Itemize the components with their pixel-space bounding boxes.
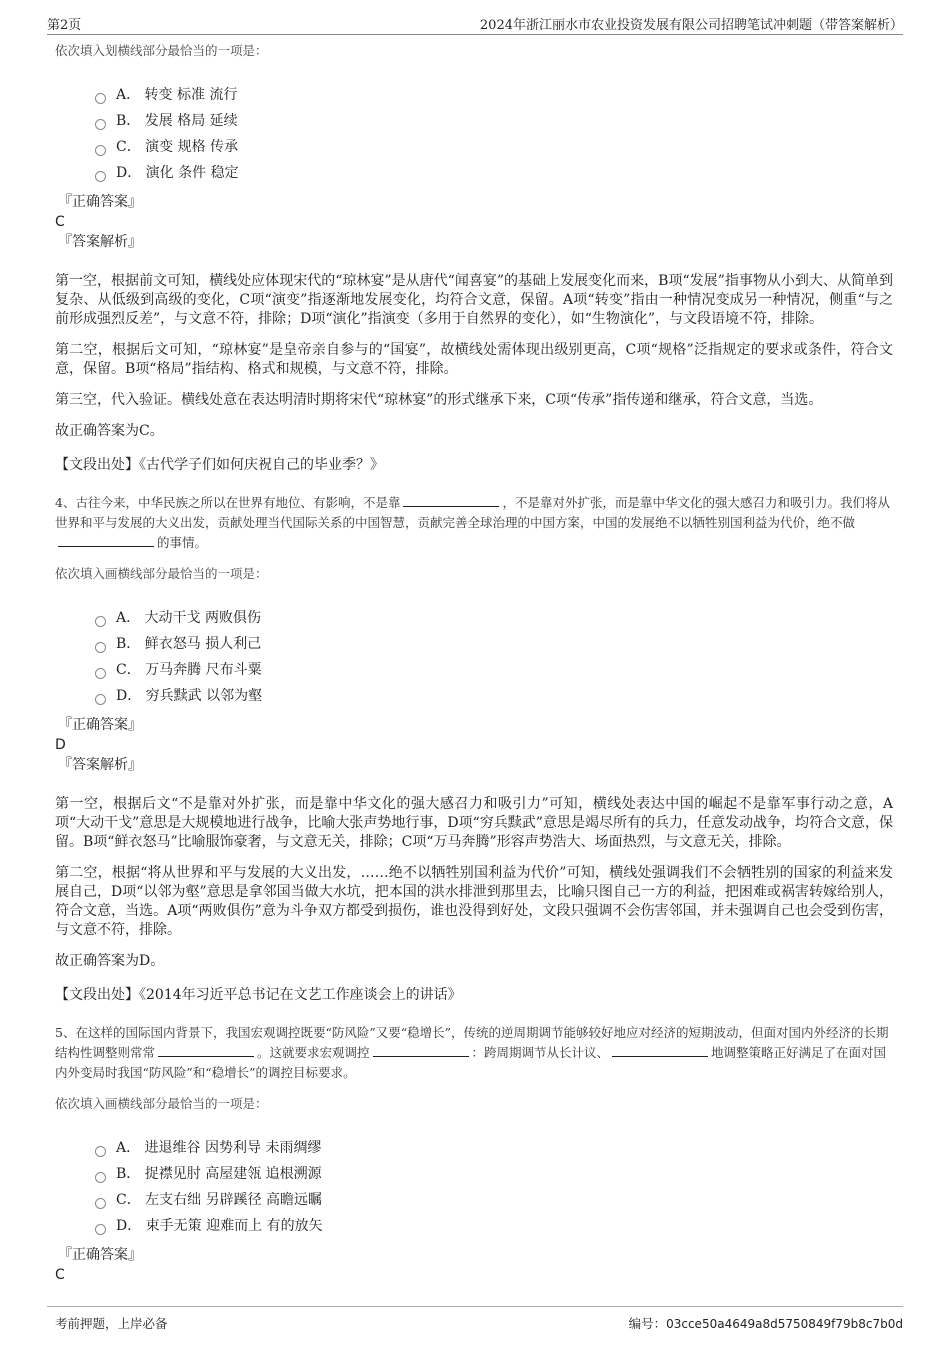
q3-options [55, 82, 893, 186]
q5-answer: C [55, 1267, 65, 1283]
radio-icon[interactable] [95, 93, 106, 104]
document-title: 2024年浙江丽水市农业投资发展有限公司招聘笔试冲刺题（带答案解析） [479, 18, 903, 33]
q5-option-a[interactable]: A． 进退维谷 因势利导 未雨绸缪 [95, 1135, 893, 1161]
radio-icon[interactable] [95, 1172, 106, 1183]
q5-option-b[interactable]: B． 捉襟见肘 高屋建瓴 追根溯源 [95, 1161, 893, 1187]
radio-icon[interactable] [95, 642, 106, 653]
q4-option-a[interactable]: A． 大动干戈 两败俱伤 [95, 605, 893, 631]
fill-blank [373, 1044, 469, 1057]
fill-blank [612, 1044, 708, 1057]
q4-option-b[interactable]: B． 鲜衣怒马 损人利己 [95, 631, 893, 657]
q5-instruction: 依次填入画横线部分最恰当的一项是： [55, 1096, 268, 1111]
q3-option-d[interactable]: D． 演化 条件 稳定 [95, 160, 893, 186]
q3-instruction: 依次填入划横线部分最恰当的一项是： [55, 43, 268, 58]
q3-option-c[interactable]: C． 演变 规格 传承 [95, 134, 893, 160]
q3-analysis-paragraph: 第一空，根据前文可知，横线处应体现宋代的“琼林宴”是从唐代“闻喜宴”的基础上发展变化而来，B项“发展”指事物从小到大、从简单到复杂、从低级到高级的变化，C项“演变”指逐渐地发展变化，均符合文意，保留。A项“转变”指由一种情况变成另一种情况，侧重“与之前形成强烈反差”，与文意不符，排除；D项“演化”指演变（多用于自然界的变化），如“生物演化”，与文段语境不符，排除。 [55, 273, 893, 327]
radio-icon[interactable] [95, 616, 106, 627]
radio-icon[interactable] [95, 1224, 106, 1235]
q4-options [55, 605, 893, 709]
q3-option-b[interactable]: B． 发展 格局 延续 [95, 108, 893, 134]
page-header [47, 12, 903, 35]
page-number: 第2页 [47, 18, 82, 33]
q4-option-d[interactable]: D． 穷兵黩武 以邻为壑 [95, 683, 893, 709]
radio-icon[interactable] [95, 668, 106, 679]
fill-blank [158, 1044, 254, 1057]
q3-analysis-paragraph: 故正确答案为C。 [55, 423, 164, 439]
q3-analysis-paragraph: 第二空，根据后文可知，“琼林宴”是皇帝亲自参与的“国宴”，故横线处需体现出级别更高，C项“规格”泛指规定的要求或条件，符合文意，保留。B项“格局”指结构、格式和规模，与文意不符，排除。 [55, 342, 893, 377]
q5-question: 5、在这样的国际国内背景下，我国宏观调控既要“防风险”又要“稳增长”，传统的逆周期调节能够较好地应对经济的短期波动，但面对国内外经济的长期结构性调整则常常 。这就要求宏观调控 ：跨周期调节从长计议、 地调整策略正好满足了在面对国内外变局时我国“防风险”和“稳增长”的调控目标要求。 [55, 1025, 889, 1080]
q4-instruction: 依次填入画横线部分最恰当的一项是： [55, 566, 268, 581]
fill-blank [403, 494, 499, 507]
q4-option-c[interactable]: C． 万马奔腾 尺布斗粟 [95, 657, 893, 683]
q4-correct-label: 『正确答案』 [58, 717, 142, 733]
q3-answer: C [55, 214, 65, 230]
q4-answer: D [55, 737, 66, 753]
q3-analysis-label: 『答案解析』 [58, 234, 142, 250]
q5-option-d[interactable]: D． 束手无策 迎难而上 有的放矢 [95, 1213, 893, 1239]
q4-analysis-paragraph: 第一空，根据后文“不是靠对外扩张，而是靠中华文化的强大感召力和吸引力”可知，横线处表达中国的崛起不是靠军事行动之意，A项“大动干戈”意思是大规模地进行战争，比喻大张声势地行事，D项“穷兵黩武”意思是竭尽所有的兵力，任意发动战争，均符合文意，保留。B项“鲜衣怒马”比喻服饰豪奢，与文意无关，排除；C项“万马奔腾”形容声势浩大、场面热烈，与文意无关，排除。 [55, 796, 893, 850]
q5-correct-label: 『正确答案』 [58, 1247, 142, 1263]
q3-correct-label: 『正确答案』 [58, 194, 142, 210]
radio-icon[interactable] [95, 119, 106, 130]
q5-option-c[interactable]: C． 左支右绌 另辟蹊径 高瞻远瞩 [95, 1187, 893, 1213]
page-footer [47, 1306, 903, 1335]
fill-blank [58, 534, 154, 547]
q3-option-a[interactable]: A． 转变 标准 流行 [95, 82, 893, 108]
q3-source: 【文段出处】《古代学子们如何庆祝自己的毕业季？》 [55, 457, 384, 473]
radio-icon[interactable] [95, 145, 106, 156]
radio-icon[interactable] [95, 171, 106, 182]
radio-icon[interactable] [95, 694, 106, 705]
q4-source: 【文段出处】《2014年习近平总书记在文艺工作座谈会上的讲话》 [55, 987, 462, 1003]
document-id: 编号：03cce50a4649a8d5750849f79b8c7b0d [628, 1316, 903, 1331]
radio-icon[interactable] [95, 1198, 106, 1209]
radio-icon[interactable] [95, 1146, 106, 1157]
q3-analysis-paragraph: 第三空，代入验证。横线处意在表达明清时期将宋代“琼林宴”的形式继承下来，C项“传承”指传递和继承，符合文意，当选。 [55, 392, 823, 408]
q4-analysis-paragraph: 第二空，根据“将从世界和平与发展的大义出发，……绝不以牺牲别国利益为代价”可知，横线处强调我们不会牺牲别的国家的利益来发展自己，D项“以邻为壑”意思是拿邻国当做大水坑，把本国的洪水排泄到那里去，比喻只图自己一方的利益，把困难或祸害转嫁给别人，符合文意，当选。A项“两败俱伤”意为斗争双方都受到损伤，谁也没得到好处，文段只强调不会伤害邻国，并未强调自己也会受到伤害，与文意不符，排除。 [55, 865, 893, 938]
q4-analysis-paragraph: 故正确答案为D。 [55, 953, 165, 969]
q5-options [55, 1135, 893, 1239]
page-content [55, 42, 893, 1285]
q4-analysis-label: 『答案解析』 [58, 757, 142, 773]
q4-question: 4、古往今来，中华民族之所以在世界有地位、有影响，不是靠 ，不是靠对外扩张，而是靠中华文化的强大感召力和吸引力。我们将从世界和平与发展的大义出发，贡献处理当代国际关系的中国智慧，贡献完善全球治理的中国方案，中国的发展绝不以牺牲别国利益为代价，绝不做的事情。 [55, 495, 890, 550]
footer-slogan: 考前押题，上岸必备 [55, 1316, 168, 1331]
